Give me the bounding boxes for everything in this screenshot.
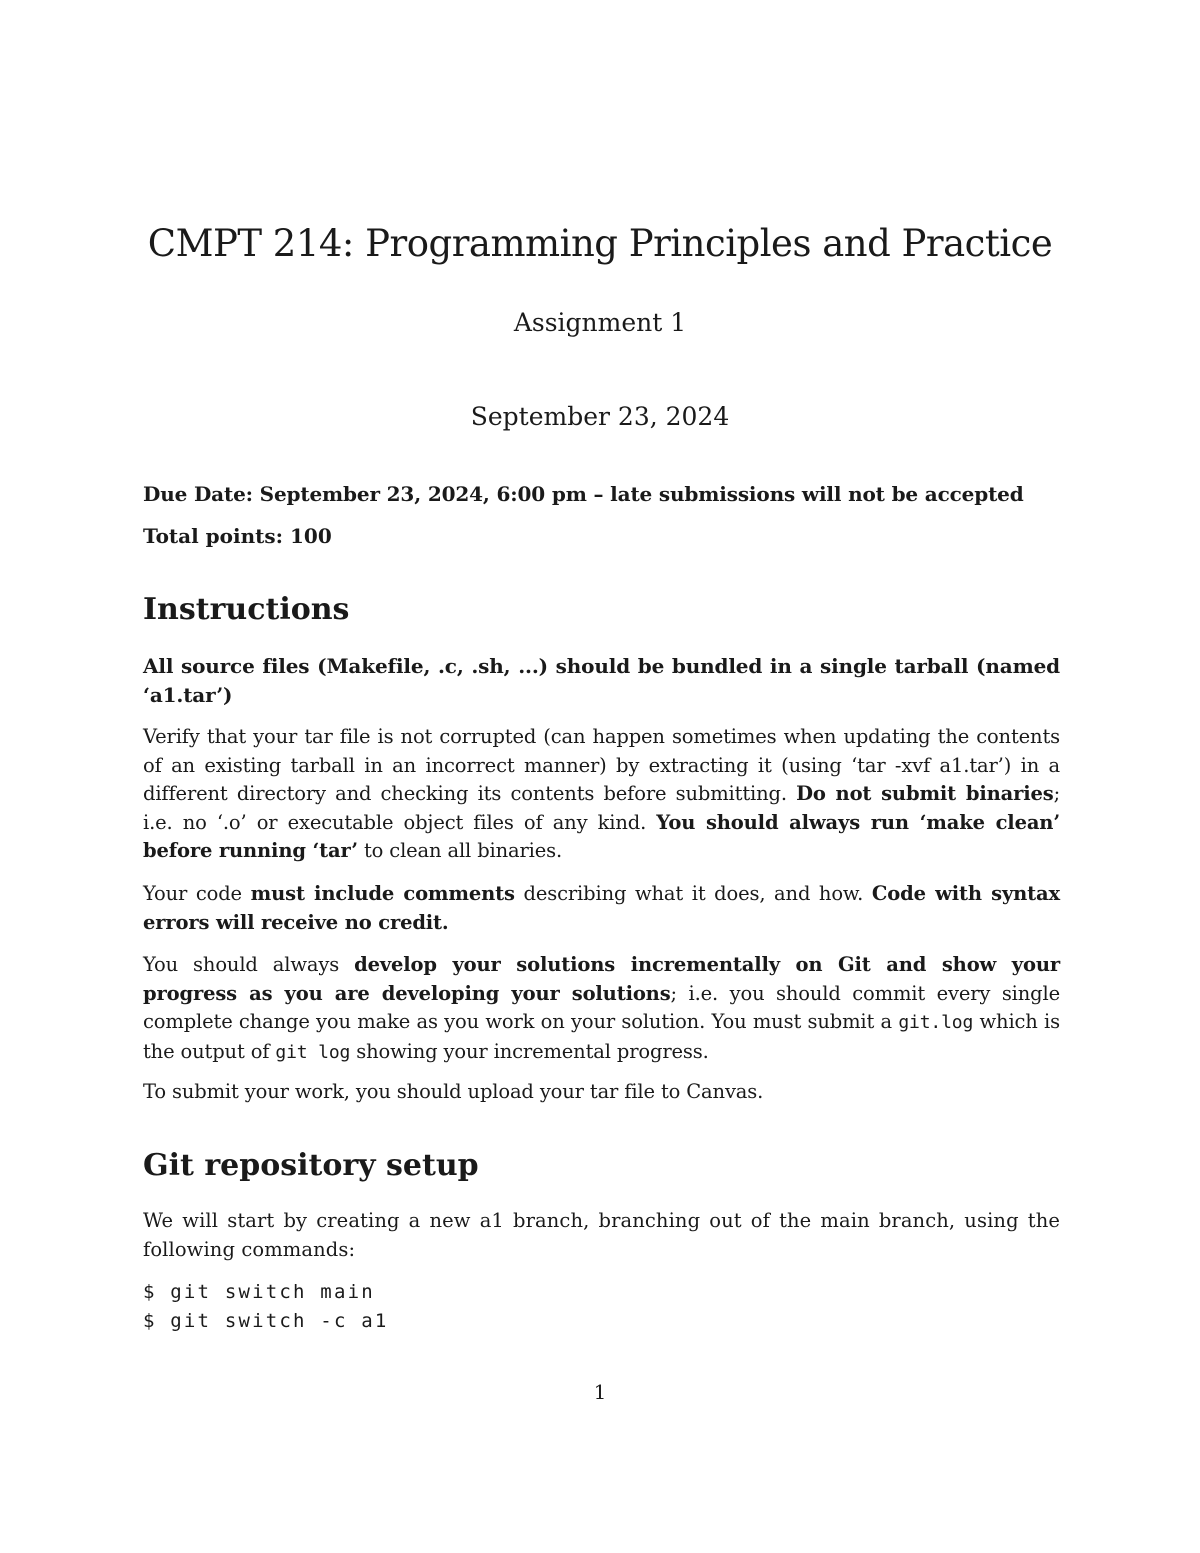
instructions-heading: Instructions bbox=[143, 592, 350, 627]
bundle-instruction: All source files (Makefile, .c, .sh, ...) should be bundled in a single tarball (named ‘a1.tar’) bbox=[143, 654, 1060, 707]
git-text-2: ; i.e. you should commit every single complete change you make as you work on your solution. You must submit a bbox=[143, 981, 1060, 1033]
verify-bold-2: You should always run ‘make clean’ before running ‘tar’ bbox=[143, 810, 1060, 862]
git-paragraph bbox=[143, 951, 1060, 1067]
git-log-command: git log bbox=[275, 1041, 351, 1063]
comments-paragraph bbox=[143, 880, 1060, 937]
document-date: September 23, 2024 bbox=[470, 402, 730, 431]
code-line: $ git switch main bbox=[143, 1281, 375, 1303]
git-text-3: which is the output of bbox=[143, 1010, 1060, 1063]
submit-paragraph: To submit your work, you should upload your tar file to Canvas. bbox=[143, 1080, 764, 1103]
verify-text-1: Verify that your tar file is not corrupted (can happen sometimes when updating the contents of an existing tarball in an incorrect manner) by extracting it (using ‘tar -xvf a1.tar’) in a different directory and checking its contents before submitting. bbox=[143, 725, 1060, 805]
git-text-4: showing your incremental progress. bbox=[350, 1039, 709, 1063]
code-line: $ git switch -c a1 bbox=[143, 1310, 389, 1332]
git-text-1: You should always bbox=[143, 953, 355, 976]
comments-bold-2: Code with syntax errors will receive no credit. bbox=[143, 882, 1060, 934]
comments-bold-1: must include comments bbox=[250, 882, 515, 905]
git-setup-heading: Git repository setup bbox=[143, 1148, 479, 1183]
verify-text-2: ; i.e. no ‘.o’ or executable object files of any kind. bbox=[143, 782, 1060, 834]
document-subtitle: Assignment 1 bbox=[513, 308, 687, 337]
verify-bold-1: Do not submit binaries bbox=[796, 782, 1054, 805]
verify-text-3: to clean all binaries. bbox=[357, 839, 563, 862]
code-block bbox=[143, 1278, 1060, 1336]
git-log-filename: git.log bbox=[898, 1012, 974, 1033]
verify-paragraph bbox=[143, 723, 1060, 866]
comments-text-1: Your code bbox=[143, 882, 251, 905]
page-number: 1 bbox=[593, 1380, 607, 1404]
due-date-line: Due Date: September 23, 2024, 6:00 pm – late submissions will not be accepted bbox=[143, 482, 1024, 506]
document-title: CMPT 214: Programming Principles and Practice bbox=[147, 222, 1053, 265]
total-points-line: Total points: 100 bbox=[143, 524, 332, 548]
git-bold-1: develop your solutions incrementally on Git and show your progress as you are developing your solutions bbox=[143, 953, 1060, 1005]
git-setup-intro: We will start by creating a new a1 branch, branching out of the main branch, using the following commands: bbox=[143, 1209, 1060, 1261]
comments-text-2: describing what it does, and how. bbox=[514, 882, 872, 905]
